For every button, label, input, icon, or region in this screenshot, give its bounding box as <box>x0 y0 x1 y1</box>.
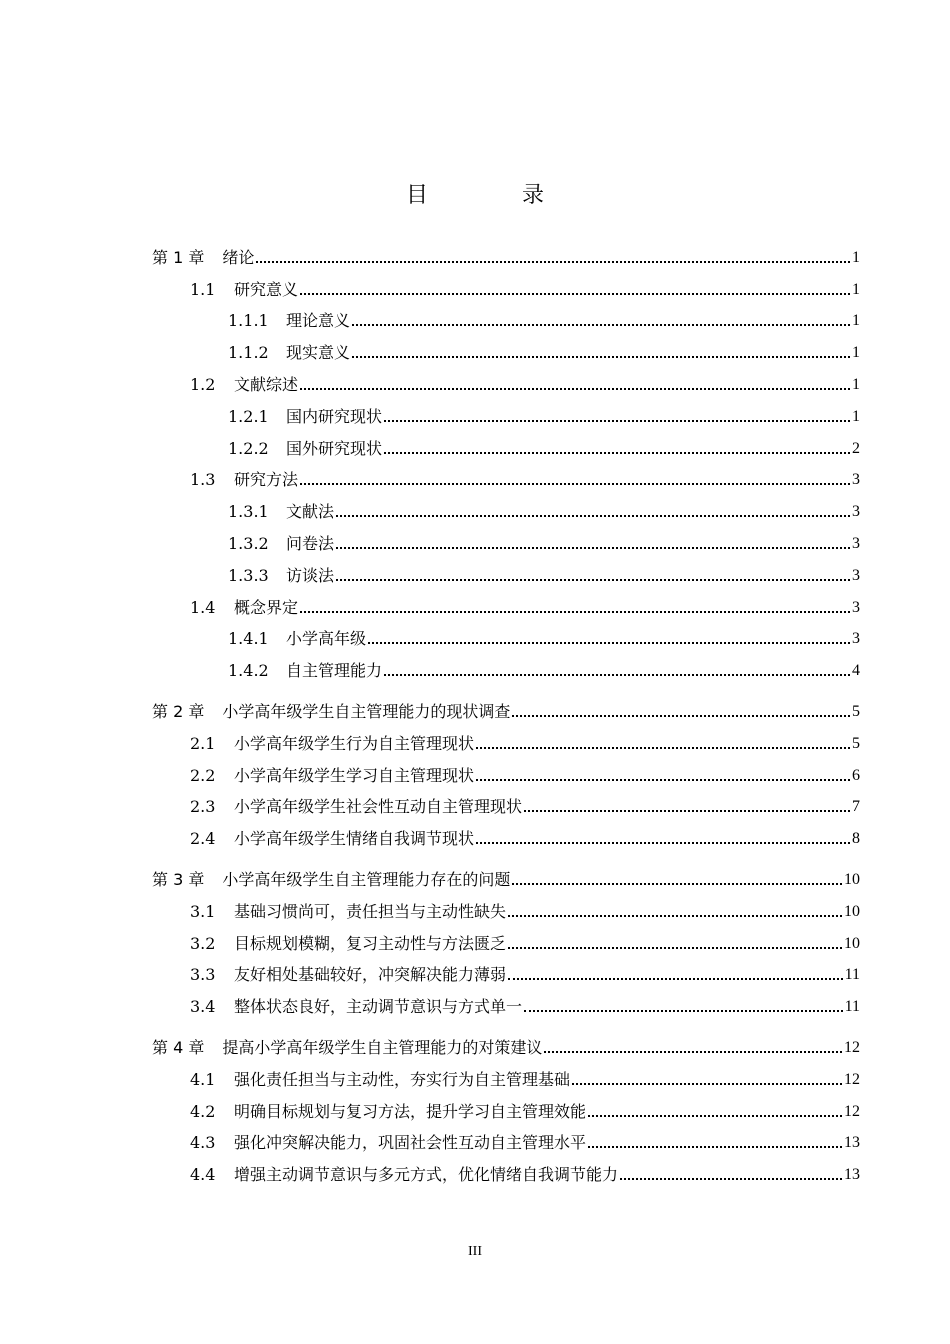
toc-entry-page: 5 <box>852 703 860 721</box>
toc-entry-page: 12 <box>844 1102 860 1120</box>
dot-leader <box>300 388 850 390</box>
toc-entry-number: 3.1 <box>190 901 216 921</box>
dot-leader <box>384 420 850 422</box>
dot-leader <box>508 947 842 949</box>
toc-entry-label: 访谈法 <box>286 565 335 585</box>
dot-leader <box>524 1010 843 1012</box>
toc-entry-page: 3 <box>852 566 860 584</box>
toc-entry-number: 4.3 <box>190 1133 216 1153</box>
toc-entry-label: 文献法 <box>286 502 335 522</box>
toc-entry-label: 绪论 <box>222 247 255 267</box>
dot-leader <box>572 1083 842 1085</box>
toc-entry-page: 1 <box>852 312 860 330</box>
dot-leader <box>300 483 850 485</box>
toc-entry[interactable] <box>152 433 860 465</box>
toc-entry-label: 小学高年级学生自主管理能力存在的问题 <box>222 870 511 890</box>
toc-entry-number: 2.3 <box>190 797 216 817</box>
toc-entry-page: 2 <box>852 439 860 457</box>
toc-entry[interactable] <box>152 1096 860 1128</box>
toc-entry[interactable] <box>152 792 860 824</box>
toc-entry-label: 小学高年级学生自主管理能力的现状调查 <box>222 702 511 722</box>
toc-entry-label: 国外研究现状 <box>286 438 383 458</box>
toc-entry-number: 2.4 <box>190 829 216 849</box>
toc-entry[interactable] <box>152 560 860 592</box>
toc-entry[interactable] <box>152 465 860 497</box>
toc-entry-label: 小学高年级学生行为自主管理现状 <box>234 733 475 753</box>
toc-entry-page: 1 <box>852 376 860 394</box>
toc-entry-number: 1.4.2 <box>228 661 269 681</box>
toc-entry-label: 文献综述 <box>234 375 299 395</box>
toc-entry-number: 3.2 <box>190 933 216 953</box>
toc-entry[interactable] <box>152 864 860 896</box>
toc-entry[interactable] <box>152 823 860 855</box>
toc-entry-number: 2.1 <box>190 733 216 753</box>
toc-entry-label: 概念界定 <box>234 597 299 617</box>
toc-entry-number: 1.3.2 <box>228 534 269 554</box>
dot-leader <box>256 261 850 263</box>
toc-entry-page: 11 <box>844 998 860 1016</box>
toc-entry-label: 小学高年级学生学习自主管理现状 <box>234 765 475 785</box>
dot-leader <box>508 915 842 917</box>
toc-entry-number: 1.2.1 <box>228 406 269 426</box>
toc-entry-page: 1 <box>852 280 860 298</box>
toc-entry[interactable] <box>152 624 860 656</box>
toc-entry-label: 友好相处基础较好，冲突解决能力薄弱 <box>234 965 507 985</box>
dot-leader <box>384 452 850 454</box>
toc-entry-number: 1.4 <box>190 597 216 617</box>
toc-entry[interactable] <box>152 760 860 792</box>
toc-entry[interactable] <box>152 991 860 1023</box>
toc-entry-page: 8 <box>852 830 860 848</box>
dot-leader <box>336 515 850 517</box>
toc-entry-number: 第 2 章 <box>152 702 205 722</box>
dot-leader <box>588 1115 842 1117</box>
toc-entry[interactable] <box>152 960 860 992</box>
toc-entry-page: 12 <box>844 1070 860 1088</box>
toc-entry-number: 1.1.2 <box>228 343 269 363</box>
toc-entry[interactable] <box>152 306 860 338</box>
toc-entry-number: 4.1 <box>190 1069 216 1089</box>
toc-entry-number: 1.2 <box>190 375 216 395</box>
toc-entry-page: 10 <box>844 902 860 920</box>
toc-entry[interactable] <box>152 528 860 560</box>
toc-entry-number: 3.4 <box>190 997 216 1017</box>
toc-entry-page: 3 <box>852 503 860 521</box>
toc-entry-page: 10 <box>844 871 860 889</box>
toc-entry-page: 11 <box>844 966 860 984</box>
toc-entry-number: 1.3.1 <box>228 502 269 522</box>
toc-entry-page: 3 <box>852 535 860 553</box>
toc-entry-page: 6 <box>852 766 860 784</box>
toc-entry-label: 自主管理能力 <box>286 661 383 681</box>
toc-entry-number: 第 4 章 <box>152 1038 205 1058</box>
dot-leader <box>512 715 850 717</box>
toc-entry[interactable] <box>152 655 860 687</box>
dot-leader <box>544 1051 842 1053</box>
toc-entry-number: 1.3.3 <box>228 565 269 585</box>
toc-entry-page: 13 <box>844 1166 860 1184</box>
toc-entry-label: 小学高年级 <box>286 629 367 649</box>
toc-entry-number: 3.3 <box>190 965 216 985</box>
dot-leader <box>336 547 850 549</box>
dot-leader <box>368 642 850 644</box>
toc-entry-page: 3 <box>852 598 860 616</box>
toc-entry-label: 强化冲突解决能力，巩固社会性互动自主管理水平 <box>234 1133 587 1153</box>
toc-entry-number: 2.2 <box>190 765 216 785</box>
toc-entry-number: 4.4 <box>190 1165 216 1185</box>
toc-entry-page: 5 <box>852 734 860 752</box>
dot-leader <box>512 883 842 885</box>
toc-entry-label: 提高小学高年级学生自主管理能力的对策建议 <box>222 1038 543 1058</box>
toc-entry[interactable] <box>152 1159 860 1191</box>
toc-entry-page: 3 <box>852 471 860 489</box>
dot-leader <box>352 324 850 326</box>
toc-entry[interactable] <box>152 1064 860 1096</box>
toc-entry-label: 目标规划模糊，复习主动性与方法匮乏 <box>234 933 507 953</box>
toc-entry-label: 明确目标规划与复习方法，提升学习自主管理效能 <box>234 1101 587 1121</box>
toc-entry-page: 3 <box>852 630 860 648</box>
toc-entry-label: 问卷法 <box>286 534 335 554</box>
toc-entry-page: 10 <box>844 934 860 952</box>
toc-entry-label: 强化责任担当与主动性，夯实行为自主管理基础 <box>234 1069 571 1089</box>
toc-entry-number: 1.3 <box>190 470 216 490</box>
dot-leader <box>588 1146 842 1148</box>
dot-leader <box>476 779 850 781</box>
toc-entry[interactable] <box>152 696 860 728</box>
toc-entry-label: 理论意义 <box>286 311 351 331</box>
dot-leader <box>300 611 850 613</box>
toc-entry[interactable] <box>152 274 860 306</box>
toc-entry-label: 基础习惯尚可，责任担当与主动性缺失 <box>234 901 507 921</box>
toc-entry-label: 研究方法 <box>234 470 299 490</box>
toc-entry-label: 整体状态良好，主动调节意识与方式单一 <box>234 997 523 1017</box>
toc-entry-number: 1.1.1 <box>228 311 269 331</box>
dot-leader <box>508 978 843 980</box>
toc-entry-label: 小学高年级学生情绪自我调节现状 <box>234 829 475 849</box>
toc-entry[interactable] <box>152 728 860 760</box>
toc-entry-label: 现实意义 <box>286 343 351 363</box>
toc-entry[interactable] <box>152 401 860 433</box>
toc-entry-page: 1 <box>852 407 860 425</box>
toc-entry[interactable] <box>152 592 860 624</box>
dot-leader <box>352 356 850 358</box>
toc-entry-number: 1.4.1 <box>228 629 269 649</box>
dot-leader <box>524 810 850 812</box>
toc-entry-number: 1.2.2 <box>228 438 269 458</box>
page-number-footer: III <box>468 1244 482 1259</box>
dot-leader <box>384 674 850 676</box>
dot-leader <box>336 579 850 581</box>
page-title: 目 录 <box>405 183 580 208</box>
toc-entry[interactable] <box>152 896 860 928</box>
toc-entry[interactable] <box>152 1128 860 1160</box>
toc-entry-number: 4.2 <box>190 1101 216 1121</box>
toc-entry-label: 增强主动调节意识与多元方式，优化情绪自我调节能力 <box>234 1165 619 1185</box>
toc-entry-number: 第 3 章 <box>152 870 205 890</box>
toc-entry-page: 4 <box>852 662 860 680</box>
toc-entry[interactable] <box>152 496 860 528</box>
toc-entry-number: 1.1 <box>190 279 216 299</box>
toc-entry-label: 国内研究现状 <box>286 406 383 426</box>
table-of-contents <box>152 242 860 1191</box>
toc-entry-page: 7 <box>852 798 860 816</box>
toc-entry[interactable] <box>152 369 860 401</box>
toc-entry[interactable] <box>152 1032 860 1064</box>
dot-leader <box>620 1178 842 1180</box>
dot-leader <box>300 293 850 295</box>
toc-entry-page: 13 <box>844 1134 860 1152</box>
toc-entry-label: 研究意义 <box>234 279 299 299</box>
toc-entry[interactable] <box>152 928 860 960</box>
toc-entry-number: 第 1 章 <box>152 247 205 267</box>
dot-leader <box>476 747 850 749</box>
toc-entry-page: 1 <box>852 248 860 266</box>
toc-entry[interactable] <box>152 337 860 369</box>
toc-entry-page: 12 <box>844 1039 860 1057</box>
toc-entry[interactable] <box>152 242 860 274</box>
toc-entry-page: 1 <box>852 344 860 362</box>
dot-leader <box>476 842 850 844</box>
toc-entry-label: 小学高年级学生社会性互动自主管理现状 <box>234 797 523 817</box>
